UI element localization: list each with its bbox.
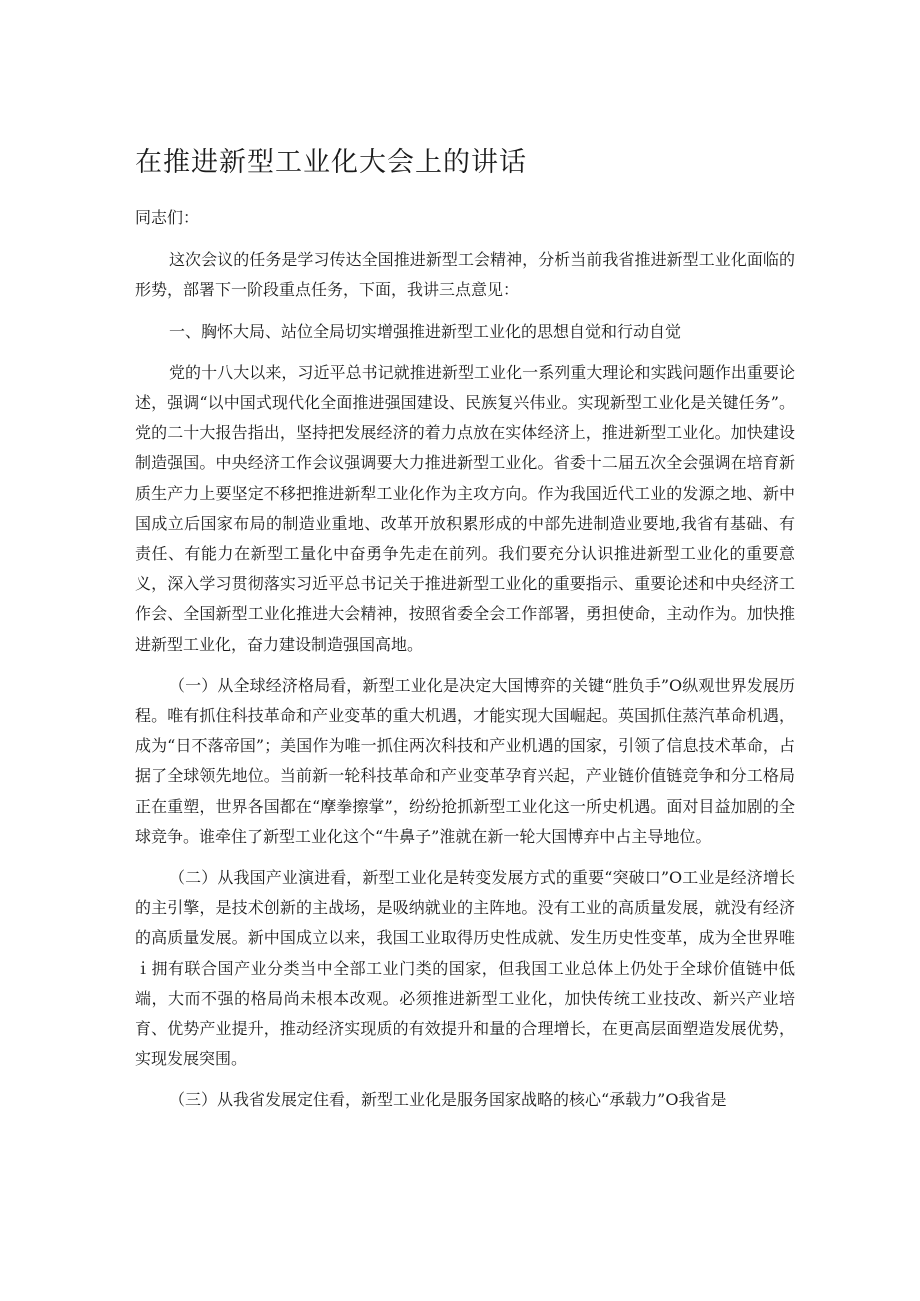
paragraph-background: 党的十八大以来，习近平总书记就推进新型工业化一系列重大理论和实践问题作出重要论述，强调“以中国式现代化全面推进强国建设、民族复兴伟业。实现新型工业化是关键任务”。党的二十大报告指出，坚持把发展经济的着力点放在实体经济上，推进新型工业化。加快建设制造强国。中央经济工作会议强调要大力推进新型工业化。省委十二届五次全会强调在培育新质生产力上要坚定不移把推进新犁工业化作为主攻方向。作为我国近代工业的发源之地、新中国成立后国家布局的制造业重地、改革开放积累形成的中部先进制造业要地,我省有基础、有责任、有能力在新型工量化中奋勇争先走在前列。我们要充分认识推进新型工业化的重要意义，深入学习贯彻落实习近平总书记关于推进新型工业化的重要指示、重要论述和中央经济工作会、全国新型工业化推进大会精神，按照省委全会工作部署，勇担使命，主动作为。加快推进新型工业化，奋力建设制造强国高地。 bbox=[135, 362, 795, 654]
salutation: 同志们： bbox=[135, 208, 200, 227]
paragraph-point-1: （一）从全球经济格局看，新型工业化是决定大国博弈的关键“胜负手”O纵观世界发展历程。唯有抓住科技革命和产业变革的重大机遇，才能实现大国崛起。英国抓住蒸汽革命机遇，成为“日不落帝国”；美国作为唯一抓住两次科技和产业机遇的国家，引领了信息技术革命，占据了全球领先地位。当前新一轮科技革命和产业变革孕育兴起，产业链价值链竞争和分工格局正在重塑，世界各国都在“摩拳擦掌”，纷纷抢抓新型工业化这一所史机遇。面对目益加剧的全球竞争。谁牵住了新型工业化这个“牛鼻子”淮就在新一轮大国博弃中占主导地位。 bbox=[135, 675, 795, 846]
document-title: 在推进新型工业化大会上的讲话 bbox=[135, 147, 527, 178]
paragraph-point-3: （三）从我省发展定住看，新型工业化是服务国家战略的核心“承载力”O我省是 bbox=[169, 1090, 727, 1110]
paragraph-intro: 这次会议的任务是学习传达全国推进新型工会精神，分析当前我省推进新型工业化面临的形势，部署下一阶段重点任务，下面，我讲三点意见： bbox=[135, 250, 795, 300]
paragraph-point-2: （二）从我国产业演进看，新型工业化是转变发展方式的重要“突破口”O工业是经济增长的主引擎，是技术创新的主战场，是吸纳就业的主阵地。没有工业的高质量发展，就没有经济的高质量发展。新中国成立以来，我国工业取得历史性成就、发生历史性变革，成为全世界唯ｉ拥有联合国产业分类当中全部工业门类的国家，但我国工业总体上仍处于全球价值链中低端，大而不强的格局尚未根本改观。必须推进新型工业化，加快传统工业技改、新兴产业培育、优势产业提升，推动经济实现质的有效提升和量的合理增长，在更高层面塑造发展优势，实现发展突围。 bbox=[135, 868, 795, 1069]
document-body bbox=[135, 203, 795, 1127]
section-heading-1: 一、胸怀大局、站位全局切实增强推进新型工业化的思想自觉和行动自觉 bbox=[169, 321, 682, 341]
